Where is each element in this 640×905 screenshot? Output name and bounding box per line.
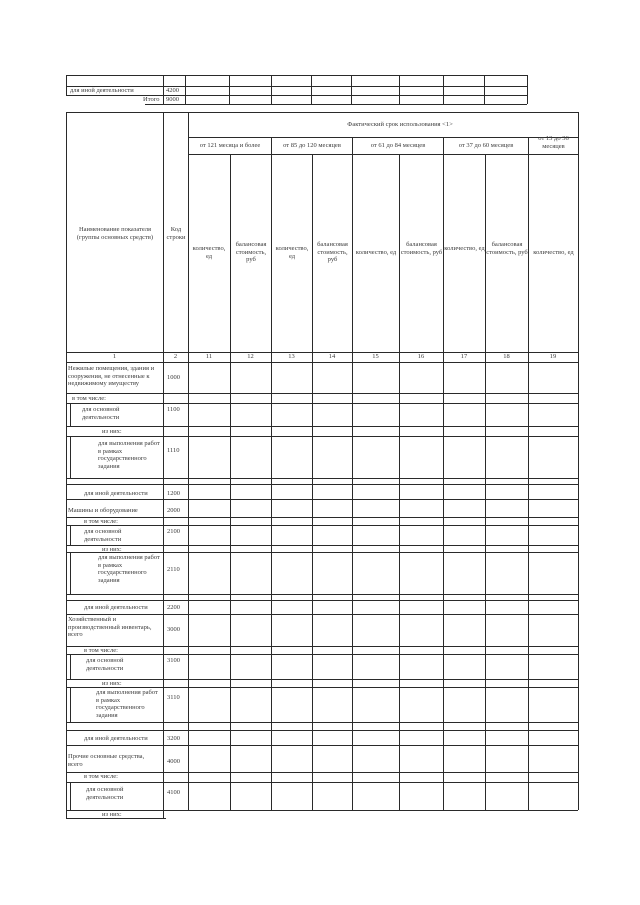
row-label: для основной деятельности bbox=[86, 657, 124, 672]
row-code: 2000 bbox=[167, 507, 180, 514]
row-code: 2100 bbox=[167, 528, 180, 535]
row-code: 1200 bbox=[167, 490, 180, 497]
row-code: 3110 bbox=[167, 694, 180, 701]
row-code: 2110 bbox=[167, 566, 180, 573]
row-label: для иной деятельности bbox=[84, 604, 148, 611]
row-label: для основной деятельности bbox=[86, 786, 124, 801]
row-label: из них: bbox=[102, 680, 122, 687]
row-label: для выполнения работ в рамках государственного задания bbox=[98, 440, 160, 470]
row-label: Хозяйственный и производственный инвентарь, всего bbox=[68, 616, 152, 638]
colnum-11: 11 bbox=[205, 353, 213, 360]
row-code: 4000 bbox=[167, 758, 180, 765]
period-85-120: от 85 до 120 месяцев bbox=[283, 142, 341, 149]
row-code: 3200 bbox=[167, 735, 180, 742]
subcol-qty-2: количество, ед bbox=[275, 245, 309, 260]
header-group-title: Фактический срок использования <1> bbox=[347, 121, 453, 128]
subcol-value-4: балансовая стоимость, руб bbox=[486, 241, 528, 256]
row-code: 1000 bbox=[167, 374, 180, 381]
row-code: 3100 bbox=[167, 657, 180, 664]
colnum-14: 14 bbox=[328, 353, 336, 360]
subcol-qty-5: количество, ед bbox=[533, 249, 574, 256]
colnum-2: 2 bbox=[173, 353, 178, 360]
subcol-qty-3: количество, ед bbox=[355, 249, 397, 256]
colnum-16: 16 bbox=[417, 353, 425, 360]
colnum-1: 1 bbox=[112, 353, 117, 360]
row-label: для иной деятельности bbox=[84, 490, 148, 497]
row-code: 2200 bbox=[167, 604, 180, 611]
subcol-value-1: балансовая стоимость, руб bbox=[235, 241, 267, 263]
row-label: в том числе: bbox=[84, 647, 118, 654]
row-label: для выполнения работ в рамках государственного задания bbox=[96, 689, 158, 719]
row-label: из них: bbox=[102, 428, 122, 435]
row-label: в том числе: bbox=[84, 773, 118, 780]
period-121-plus: от 121 месяца и более bbox=[199, 142, 261, 149]
subcol-value-3: балансовая стоимость, руб bbox=[400, 241, 443, 256]
period-61-84: от 61 до 84 месяцев bbox=[370, 142, 426, 149]
period-13-36: от 13 до 36 месяцев bbox=[538, 135, 569, 150]
row-label: Нежилые помещения, здания и сооружения, не отнесенные к недвижимому имуществу bbox=[68, 365, 155, 387]
row-label: Прочие основные средства, всего bbox=[68, 753, 145, 768]
row-label: для основной деятельности bbox=[84, 528, 122, 543]
top-row-total-label: Итого bbox=[143, 96, 160, 103]
colnum-19: 19 bbox=[549, 353, 557, 360]
header-name-col: Наименование показателя (группы основных средств) bbox=[76, 226, 154, 241]
row-label: для иной деятельности bbox=[84, 735, 148, 742]
colnum-13: 13 bbox=[288, 353, 295, 360]
subcol-qty-1: количество, ед bbox=[192, 245, 226, 260]
row-code: 1100 bbox=[167, 406, 180, 413]
top-row-other-code: 4200 bbox=[166, 87, 179, 94]
row-code: 4100 bbox=[167, 789, 180, 796]
colnum-17: 17 bbox=[460, 353, 468, 360]
colnum-12: 12 bbox=[247, 353, 254, 360]
period-37-60: от 37 до 60 месяцев bbox=[458, 142, 514, 149]
row-label: для основной деятельности bbox=[82, 406, 120, 421]
row-code: 1110 bbox=[167, 447, 180, 454]
subcol-qty-4: количество, ед bbox=[444, 245, 485, 252]
colnum-18: 18 bbox=[503, 353, 510, 360]
row-label: в том числе: bbox=[84, 518, 118, 525]
row-label: из них: bbox=[102, 546, 122, 553]
colnum-15: 15 bbox=[372, 353, 379, 360]
subcol-value-2: балансовая стоимость, руб bbox=[317, 241, 348, 263]
row-label: из них: bbox=[102, 811, 122, 818]
header-code-col: Код строки bbox=[166, 226, 186, 241]
top-row-other-label: для иной деятельности bbox=[70, 87, 134, 94]
row-code: 3000 bbox=[167, 626, 180, 633]
row-label: для выполнения работ в рамках государственного задания bbox=[98, 554, 160, 584]
top-row-total-code: 9000 bbox=[166, 96, 179, 103]
row-label: в том числе: bbox=[72, 395, 106, 402]
row-label: Машины и оборудование bbox=[68, 507, 138, 514]
